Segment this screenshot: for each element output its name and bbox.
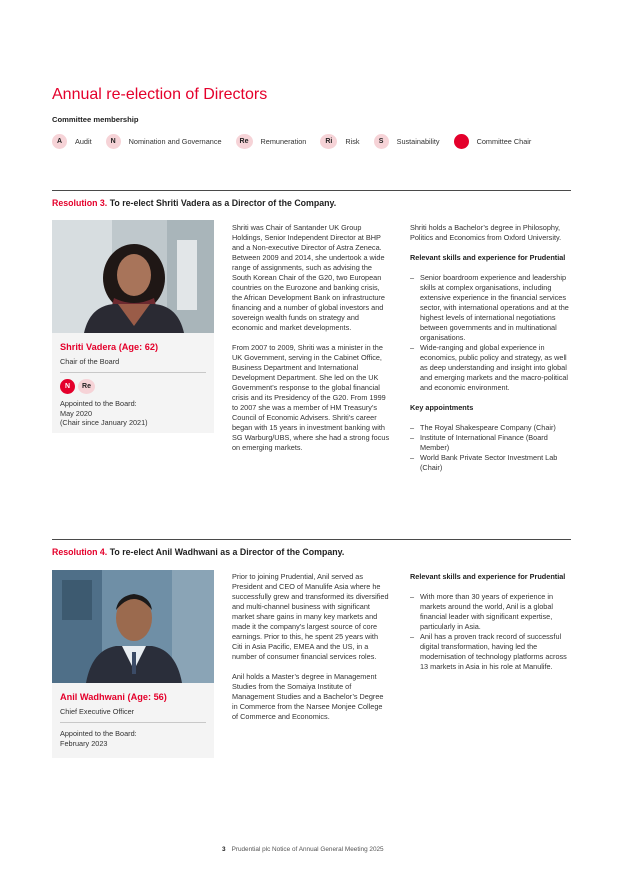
list-item: – Institute of International Finance (Board Member) xyxy=(410,433,571,453)
list-item: – Senior boardroom experience and leadership skills at complex organisations, including extensive experience in the financial services sector, with international operations and at the highest levels of international negotiations between governments and in multinational organisations. xyxy=(410,273,571,343)
committee-chair-badge xyxy=(454,134,469,149)
sustainability-badge: S xyxy=(374,134,389,149)
committee-chair-label: Committee Chair xyxy=(476,136,532,146)
director-role: Chief Executive Officer xyxy=(60,707,135,716)
committee-legend xyxy=(52,133,545,149)
risk-badge: Ri xyxy=(320,134,337,149)
appointments-list xyxy=(410,423,571,473)
remuneration-label: Remuneration xyxy=(260,136,307,146)
remuneration-badge: Re xyxy=(78,379,95,394)
bio-paragraph: Shriti was Chair of Santander UK Group Holdings, Senior Independent Director at BHP and a Non-executive Director of Astra Zeneca. Between 2009 and 2014, she undertook a wide range of assignments, such as advising the South Korean Chair of the G20, two European countries on the Eurozone and banking crisis, the African Development Bank on infrastructure financing and a number of global investors and sovereign wealth funds on strategy and economic and market developments. xyxy=(232,223,385,332)
bio-paragraph: Prior to joining Prudential, Anil served as President and CEO of Manulife Asia where he successfully grew and transformed its diversified and multi-channel business with significant market share gains in many key markets and made it the company’s largest source of core earnings. Prior to this, he spent 25 years with Citi in Asia Pacific, EMEA and the US, in a number of consumer financial services roles. xyxy=(232,572,389,661)
skills-heading: Relevant skills and experience for Prudential xyxy=(410,253,566,262)
resolution-number: Resolution 4. xyxy=(52,547,108,557)
nomination-label: Nomination and Governance xyxy=(128,136,222,146)
footer-text: Prudential plc Notice of Annual General Meeting 2025 xyxy=(231,846,384,853)
bio-paragraph: Anil holds a Master’s degree in Management Studies from the Somaiya Institute of Management Studies and a Bachelor’s Degree in Commerce from the Narsee Monjee College of Commerce and Economics. xyxy=(232,672,384,721)
audit-label: Audit xyxy=(75,136,92,146)
resolution-text: To re-elect Shriti Vadera as a Director of the Company. xyxy=(109,198,337,208)
page-number: 3 xyxy=(222,846,226,853)
risk-label: Risk xyxy=(345,136,360,146)
director-photo-shriti-vadera xyxy=(52,220,214,333)
skills-column-anil-wadhwani xyxy=(410,572,571,682)
chair-since: (Chair since January 2021) xyxy=(60,418,148,428)
director-photo-anil-wadhwani xyxy=(52,570,214,683)
list-item: – With more than 30 years of experience in markets around the world, Anil is a global financial leader with significant expertise, particularly in Asia. xyxy=(410,592,571,632)
page-footer xyxy=(222,846,384,853)
committee-badges xyxy=(60,379,206,394)
appointed-date: February 2023 xyxy=(60,738,108,748)
bio-paragraph: From 2007 to 2009, Shriti was a minister in the UK Government, serving in the Cabinet Office, Business Department and International Development Department. She led on the UK Government’s response to the global financial crisis and its Presidency of the G20. From 1999 to 2007 she was a member of HM Treasury’s Council of Economic Advisers. Shriti’s career began with 15 years in investment banking with SG Warburg/UBS, where she had a strong focus on emerging markets. xyxy=(232,343,390,452)
audit-badge: A xyxy=(52,134,67,149)
list-item: – World Bank Private Sector Investment Lab (Chair) xyxy=(410,453,571,473)
skills-column-shriti-vadera xyxy=(410,223,571,483)
bio-column-anil-wadhwani xyxy=(232,572,390,732)
nomination-chair-badge: N xyxy=(60,379,75,394)
card-divider xyxy=(60,372,206,373)
list-item: – Anil has a proven track record of successful digital transformation, having led the modernisation of technology platforms across 13 markets in Asia in his role at Manulife. xyxy=(410,632,571,672)
appointed-label: Appointed to the Board: xyxy=(60,729,137,738)
education-text: Shriti holds a Bachelor’s degree in Philosophy, Politics and Economics from Oxford University. xyxy=(410,223,562,242)
director-card-anil-wadhwani xyxy=(52,683,214,758)
director-name: Anil Wadhwani (Age: 56) xyxy=(60,692,167,702)
section-divider xyxy=(52,190,571,191)
section-divider xyxy=(52,539,571,540)
appointed-label: Appointed to the Board: xyxy=(60,399,137,408)
sustainability-label: Sustainability xyxy=(396,136,440,146)
appointments-heading: Key appointments xyxy=(410,403,474,412)
list-item: – Wide-ranging and global experience in economics, public policy and strategy, as well as deep understanding and insight into global and emerging markets and the macro-political and economic environment. xyxy=(410,343,571,393)
appointed-date: May 2020 xyxy=(60,408,93,418)
committee-membership-label: Committee membership xyxy=(52,115,139,124)
skills-heading: Relevant skills and experience for Prudential xyxy=(410,572,566,581)
resolution-number: Resolution 3. xyxy=(52,198,108,208)
page-title: Annual re-election of Directors xyxy=(52,86,268,103)
resolution-text: To re-elect Anil Wadhwani as a Director of the Company. xyxy=(109,547,345,557)
skills-list xyxy=(410,273,571,393)
director-card-shriti-vadera xyxy=(52,333,214,433)
resolution-4-heading xyxy=(52,547,344,557)
bio-column-shriti-vadera xyxy=(232,223,390,463)
card-divider xyxy=(60,722,206,723)
skills-list xyxy=(410,592,571,672)
resolution-3-heading xyxy=(52,198,336,208)
remuneration-badge: Re xyxy=(236,134,253,149)
list-item: – The Royal Shakespeare Company (Chair) xyxy=(410,423,571,433)
director-role: Chair of the Board xyxy=(60,357,120,366)
director-name: Shriti Vadera (Age: 62) xyxy=(60,342,159,352)
nomination-badge: N xyxy=(106,134,121,149)
